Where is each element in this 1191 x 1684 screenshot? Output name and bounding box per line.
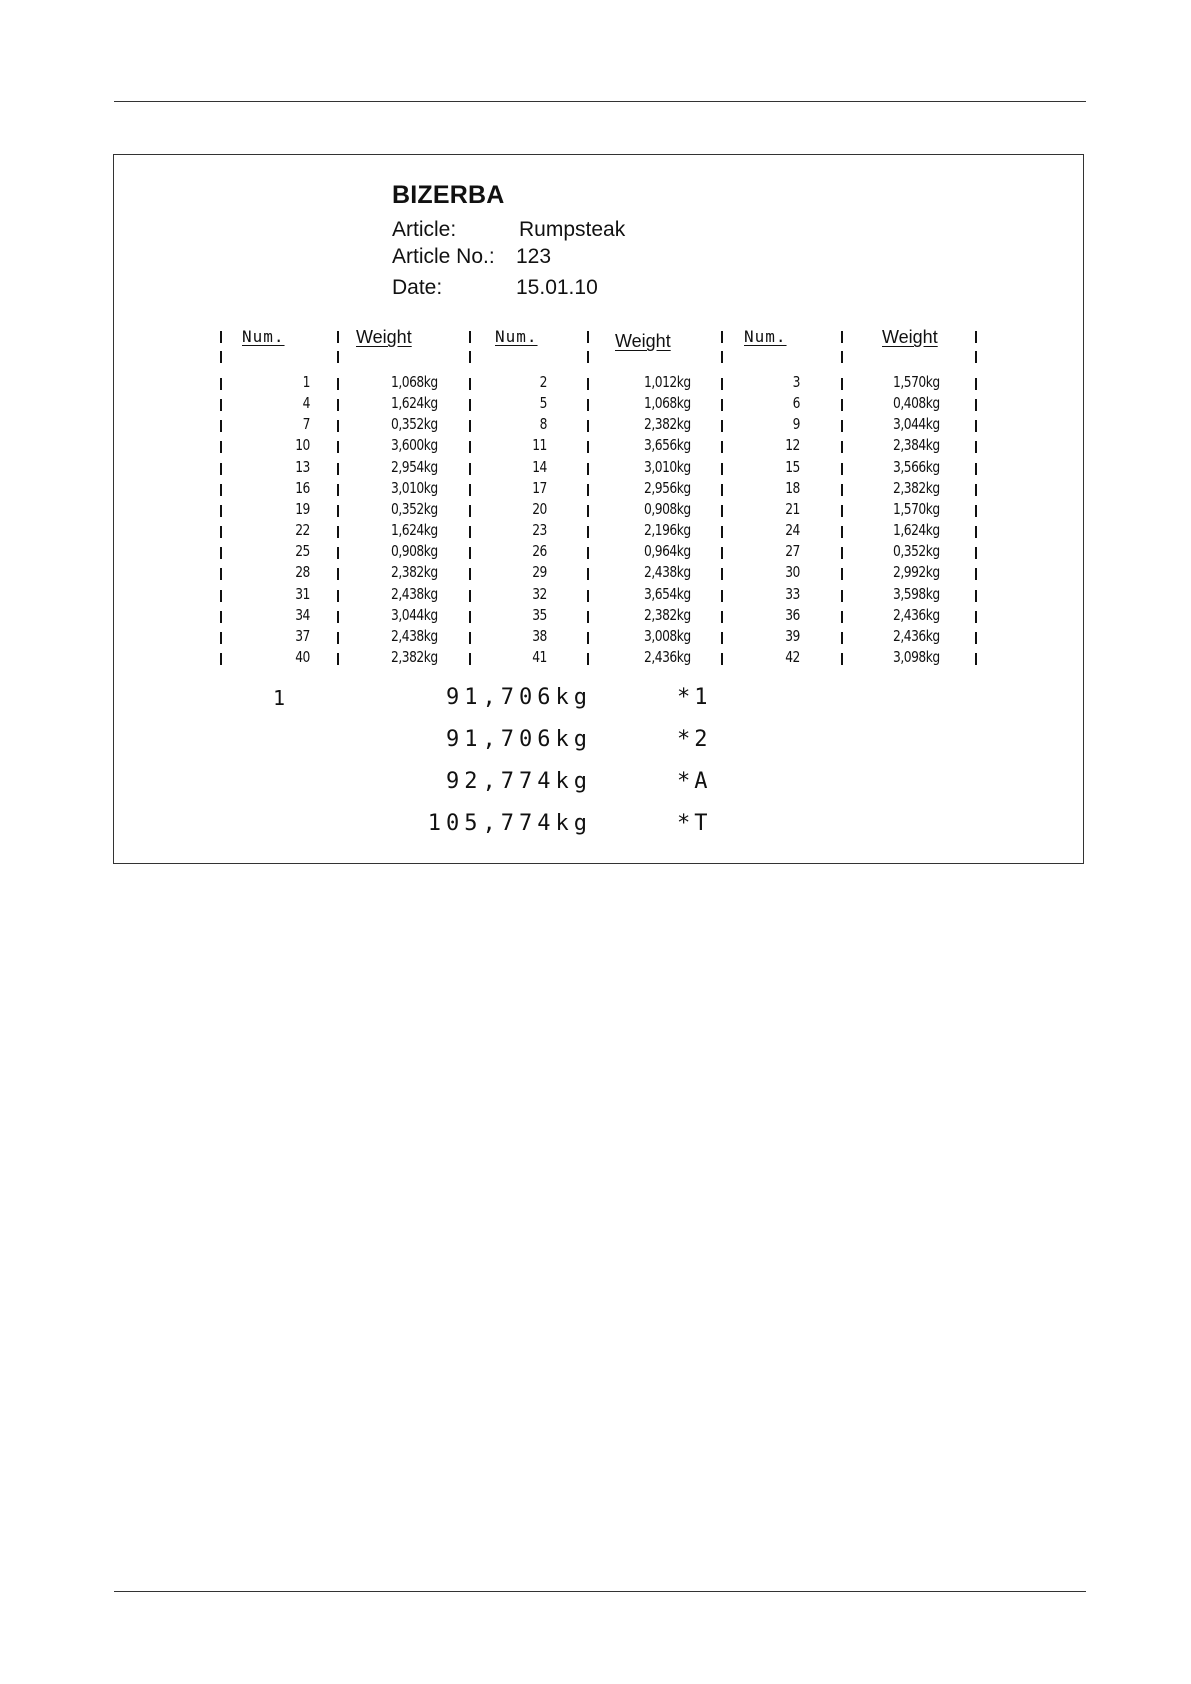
column-separator xyxy=(469,441,471,453)
column-separator xyxy=(469,378,471,390)
column-separator xyxy=(587,568,589,580)
column-separator xyxy=(841,484,843,496)
article-label: Article: xyxy=(392,218,457,241)
column-separator xyxy=(975,526,977,538)
column-separator xyxy=(469,526,471,538)
column-separator xyxy=(337,463,339,475)
column-separator xyxy=(220,526,222,538)
column-separator xyxy=(469,611,471,623)
column-separator xyxy=(220,568,222,580)
column-separator xyxy=(587,463,589,475)
entry-weight: 2,436kg xyxy=(644,647,691,666)
entry-weight: 2,382kg xyxy=(391,647,438,666)
entry-number: 39 xyxy=(785,626,800,645)
column-separator xyxy=(975,568,977,580)
column-separator xyxy=(841,463,843,475)
entry-number: 30 xyxy=(785,563,800,582)
entry-number: 42 xyxy=(785,647,800,666)
column-separator xyxy=(220,653,222,665)
entry-number: 26 xyxy=(532,542,547,561)
column-separator xyxy=(841,568,843,580)
entry-weight: 2,436kg xyxy=(893,605,940,624)
column-separator xyxy=(721,484,723,496)
column-separator xyxy=(220,632,222,644)
entry-weight: 2,438kg xyxy=(391,584,438,603)
column-separator xyxy=(220,331,222,343)
column-separator xyxy=(220,399,222,411)
entry-weight: 0,908kg xyxy=(391,542,438,561)
entry-weight: 2,384kg xyxy=(893,436,940,455)
column-separator xyxy=(337,331,339,343)
entry-number: 41 xyxy=(532,647,547,666)
column-separator xyxy=(841,505,843,517)
entry-weight: 3,010kg xyxy=(644,457,691,476)
column-separator xyxy=(721,611,723,623)
receipt-figure xyxy=(113,154,1084,864)
column-separator xyxy=(721,463,723,475)
entry-weight: 2,382kg xyxy=(893,478,940,497)
weight-table xyxy=(114,327,1083,666)
date-value: 15.01.10 xyxy=(516,276,598,299)
entry-number: 33 xyxy=(785,584,800,603)
entry-number: 8 xyxy=(539,415,547,434)
column-separator xyxy=(841,351,843,363)
column-separator xyxy=(975,351,977,363)
column-separator xyxy=(587,632,589,644)
entry-number: 35 xyxy=(532,605,547,624)
column-separator xyxy=(841,399,843,411)
column-separator xyxy=(975,441,977,453)
column-header-num: Num. xyxy=(744,327,787,346)
column-separator xyxy=(337,632,339,644)
column-separator xyxy=(721,378,723,390)
bottom-rule xyxy=(114,1591,1086,1592)
column-separator xyxy=(469,505,471,517)
column-separator xyxy=(469,351,471,363)
column-separator xyxy=(587,611,589,623)
column-separator xyxy=(721,505,723,517)
entry-number: 23 xyxy=(532,521,547,540)
column-separator xyxy=(337,547,339,559)
column-separator xyxy=(587,590,589,602)
column-separator xyxy=(975,505,977,517)
entry-number: 10 xyxy=(295,436,310,455)
column-separator xyxy=(721,568,723,580)
entry-weight: 2,956kg xyxy=(644,478,691,497)
column-separator xyxy=(469,632,471,644)
entry-number: 27 xyxy=(785,542,800,561)
entry-number: 14 xyxy=(532,457,547,476)
column-separator xyxy=(469,399,471,411)
column-separator xyxy=(469,653,471,665)
entry-number: 20 xyxy=(532,499,547,518)
column-separator xyxy=(975,331,977,343)
entry-weight: 0,352kg xyxy=(391,415,438,434)
column-separator xyxy=(721,441,723,453)
column-separator xyxy=(587,441,589,453)
entry-weight: 3,008kg xyxy=(644,626,691,645)
entry-number: 2 xyxy=(539,373,547,391)
entry-number: 28 xyxy=(295,563,310,582)
entry-number: 6 xyxy=(792,394,800,413)
entry-weight: 3,098kg xyxy=(893,647,940,666)
column-separator xyxy=(587,331,589,343)
entry-weight: 1,012kg xyxy=(644,373,691,391)
column-separator xyxy=(220,378,222,390)
column-separator xyxy=(337,351,339,363)
entry-weight: 1,624kg xyxy=(391,394,438,413)
column-separator xyxy=(975,653,977,665)
column-separator xyxy=(587,505,589,517)
entry-weight: 2,992kg xyxy=(893,563,940,582)
total-value: 91,706kg xyxy=(446,685,592,710)
column-separator xyxy=(721,331,723,343)
entry-number: 34 xyxy=(295,605,310,624)
entry-number: 40 xyxy=(295,647,310,666)
column-separator xyxy=(469,590,471,602)
column-separator xyxy=(337,420,339,432)
entry-number: 29 xyxy=(532,563,547,582)
column-separator xyxy=(841,378,843,390)
entry-number: 36 xyxy=(785,605,800,624)
article-value: Rumpsteak xyxy=(519,218,626,241)
column-separator xyxy=(587,484,589,496)
entry-weight: 3,010kg xyxy=(391,478,438,497)
column-separator xyxy=(587,547,589,559)
entry-weight: 2,382kg xyxy=(391,563,438,582)
column-separator xyxy=(841,653,843,665)
column-separator xyxy=(587,653,589,665)
entry-weight: 1,624kg xyxy=(893,521,940,540)
column-separator xyxy=(721,351,723,363)
column-separator xyxy=(975,547,977,559)
column-separator xyxy=(220,590,222,602)
column-header-num: Num. xyxy=(242,327,285,346)
total-value: 92,774kg xyxy=(446,769,592,794)
column-separator xyxy=(721,653,723,665)
entry-weight: 1,068kg xyxy=(391,373,438,391)
entry-number: 9 xyxy=(792,415,800,434)
column-separator xyxy=(469,463,471,475)
column-separator xyxy=(337,568,339,580)
column-separator xyxy=(587,526,589,538)
entry-number: 12 xyxy=(785,436,800,455)
entry-weight: 1,570kg xyxy=(893,499,940,518)
entry-weight: 1,624kg xyxy=(391,521,438,540)
column-separator xyxy=(469,331,471,343)
column-separator xyxy=(841,331,843,343)
entry-number: 17 xyxy=(532,478,547,497)
column-separator xyxy=(337,611,339,623)
column-separator xyxy=(841,441,843,453)
entry-number: 21 xyxy=(785,499,800,518)
column-separator xyxy=(469,568,471,580)
column-separator xyxy=(721,526,723,538)
entry-number: 38 xyxy=(532,626,547,645)
column-separator xyxy=(337,526,339,538)
column-separator xyxy=(975,484,977,496)
entry-number: 3 xyxy=(792,373,800,391)
entry-number: 18 xyxy=(785,478,800,497)
column-separator xyxy=(587,420,589,432)
column-separator xyxy=(337,441,339,453)
entry-weight: 2,438kg xyxy=(644,563,691,582)
entry-weight: 3,044kg xyxy=(391,605,438,624)
entry-weight: 3,598kg xyxy=(893,584,940,603)
column-separator xyxy=(721,399,723,411)
column-separator xyxy=(841,611,843,623)
column-header-num: Num. xyxy=(495,327,538,346)
entry-number: 31 xyxy=(295,584,310,603)
entry-weight: 3,656kg xyxy=(644,436,691,455)
entry-weight: 3,044kg xyxy=(893,415,940,434)
column-separator xyxy=(975,420,977,432)
entry-weight: 2,954kg xyxy=(391,457,438,476)
article-no-row xyxy=(392,243,552,270)
column-separator xyxy=(975,463,977,475)
column-separator xyxy=(721,632,723,644)
column-separator xyxy=(220,484,222,496)
column-separator xyxy=(587,378,589,390)
entry-number: 1 xyxy=(302,373,310,391)
column-separator xyxy=(721,590,723,602)
column-header-weight: Weight xyxy=(882,327,938,347)
column-separator xyxy=(337,484,339,496)
column-separator xyxy=(337,653,339,665)
entry-number: 32 xyxy=(532,584,547,603)
column-separator xyxy=(975,632,977,644)
column-separator xyxy=(220,463,222,475)
entry-weight: 0,908kg xyxy=(644,499,691,518)
entry-weight: 2,382kg xyxy=(644,415,691,434)
entry-number: 7 xyxy=(302,415,310,434)
date-label: Date: xyxy=(392,276,443,299)
entry-weight: 2,196kg xyxy=(644,521,691,540)
column-separator xyxy=(975,590,977,602)
column-separator xyxy=(721,547,723,559)
entry-weight: 0,352kg xyxy=(391,499,438,518)
receipt-header xyxy=(392,181,626,301)
column-separator xyxy=(469,547,471,559)
column-separator xyxy=(220,547,222,559)
entry-number: 19 xyxy=(295,499,310,518)
total-value: 91,706kg xyxy=(446,727,592,752)
column-separator xyxy=(337,590,339,602)
column-separator xyxy=(337,399,339,411)
column-separator xyxy=(469,484,471,496)
date-row xyxy=(392,274,598,301)
entry-number: 13 xyxy=(295,457,310,476)
entry-number: 11 xyxy=(532,436,547,455)
entry-number: 22 xyxy=(295,521,310,540)
entry-weight: 1,570kg xyxy=(893,373,940,391)
column-separator xyxy=(841,590,843,602)
column-separator xyxy=(337,505,339,517)
entry-weight: 2,382kg xyxy=(644,605,691,624)
column-separator xyxy=(841,526,843,538)
column-separator xyxy=(975,611,977,623)
column-header-weight: Weight xyxy=(615,331,671,351)
entry-weight: 0,408kg xyxy=(893,394,940,413)
entry-weight: 0,964kg xyxy=(644,542,691,561)
total-marker: *T xyxy=(677,811,712,836)
entry-weight: 3,566kg xyxy=(893,457,940,476)
entry-weight: 3,654kg xyxy=(644,584,691,603)
column-header-weight: Weight xyxy=(356,327,412,347)
article-no-value: 123 xyxy=(516,245,552,268)
entry-number: 5 xyxy=(539,394,547,413)
article-row xyxy=(392,216,626,243)
column-separator xyxy=(220,351,222,363)
brand-name: BIZERBA xyxy=(392,181,505,209)
entry-weight: 0,352kg xyxy=(893,542,940,561)
column-separator xyxy=(220,505,222,517)
column-separator xyxy=(337,378,339,390)
column-separator xyxy=(469,420,471,432)
entry-number: 24 xyxy=(785,521,800,540)
column-separator xyxy=(220,611,222,623)
column-separator xyxy=(220,441,222,453)
entry-weight: 3,600kg xyxy=(391,436,438,455)
entry-number: 25 xyxy=(295,542,310,561)
column-separator xyxy=(587,351,589,363)
total-marker: *1 xyxy=(677,685,712,710)
entry-weight: 1,068kg xyxy=(644,394,691,413)
total-count: 1 xyxy=(273,686,286,710)
total-marker: *2 xyxy=(677,727,712,752)
column-separator xyxy=(841,632,843,644)
top-rule xyxy=(114,101,1086,102)
column-separator xyxy=(220,420,222,432)
total-marker: *A xyxy=(677,769,712,794)
column-separator xyxy=(975,378,977,390)
entry-number: 37 xyxy=(295,626,310,645)
article-no-label: Article No.: xyxy=(392,245,495,268)
column-separator xyxy=(721,420,723,432)
column-separator xyxy=(587,399,589,411)
total-value: 105,774kg xyxy=(427,811,592,836)
entry-weight: 2,438kg xyxy=(391,626,438,645)
column-separator xyxy=(975,399,977,411)
totals-block xyxy=(114,685,1083,855)
column-separator xyxy=(841,547,843,559)
entry-number: 4 xyxy=(302,394,310,413)
entry-weight: 2,436kg xyxy=(893,626,940,645)
entry-number: 16 xyxy=(295,478,310,497)
column-separator xyxy=(841,420,843,432)
entry-number: 15 xyxy=(785,457,800,476)
